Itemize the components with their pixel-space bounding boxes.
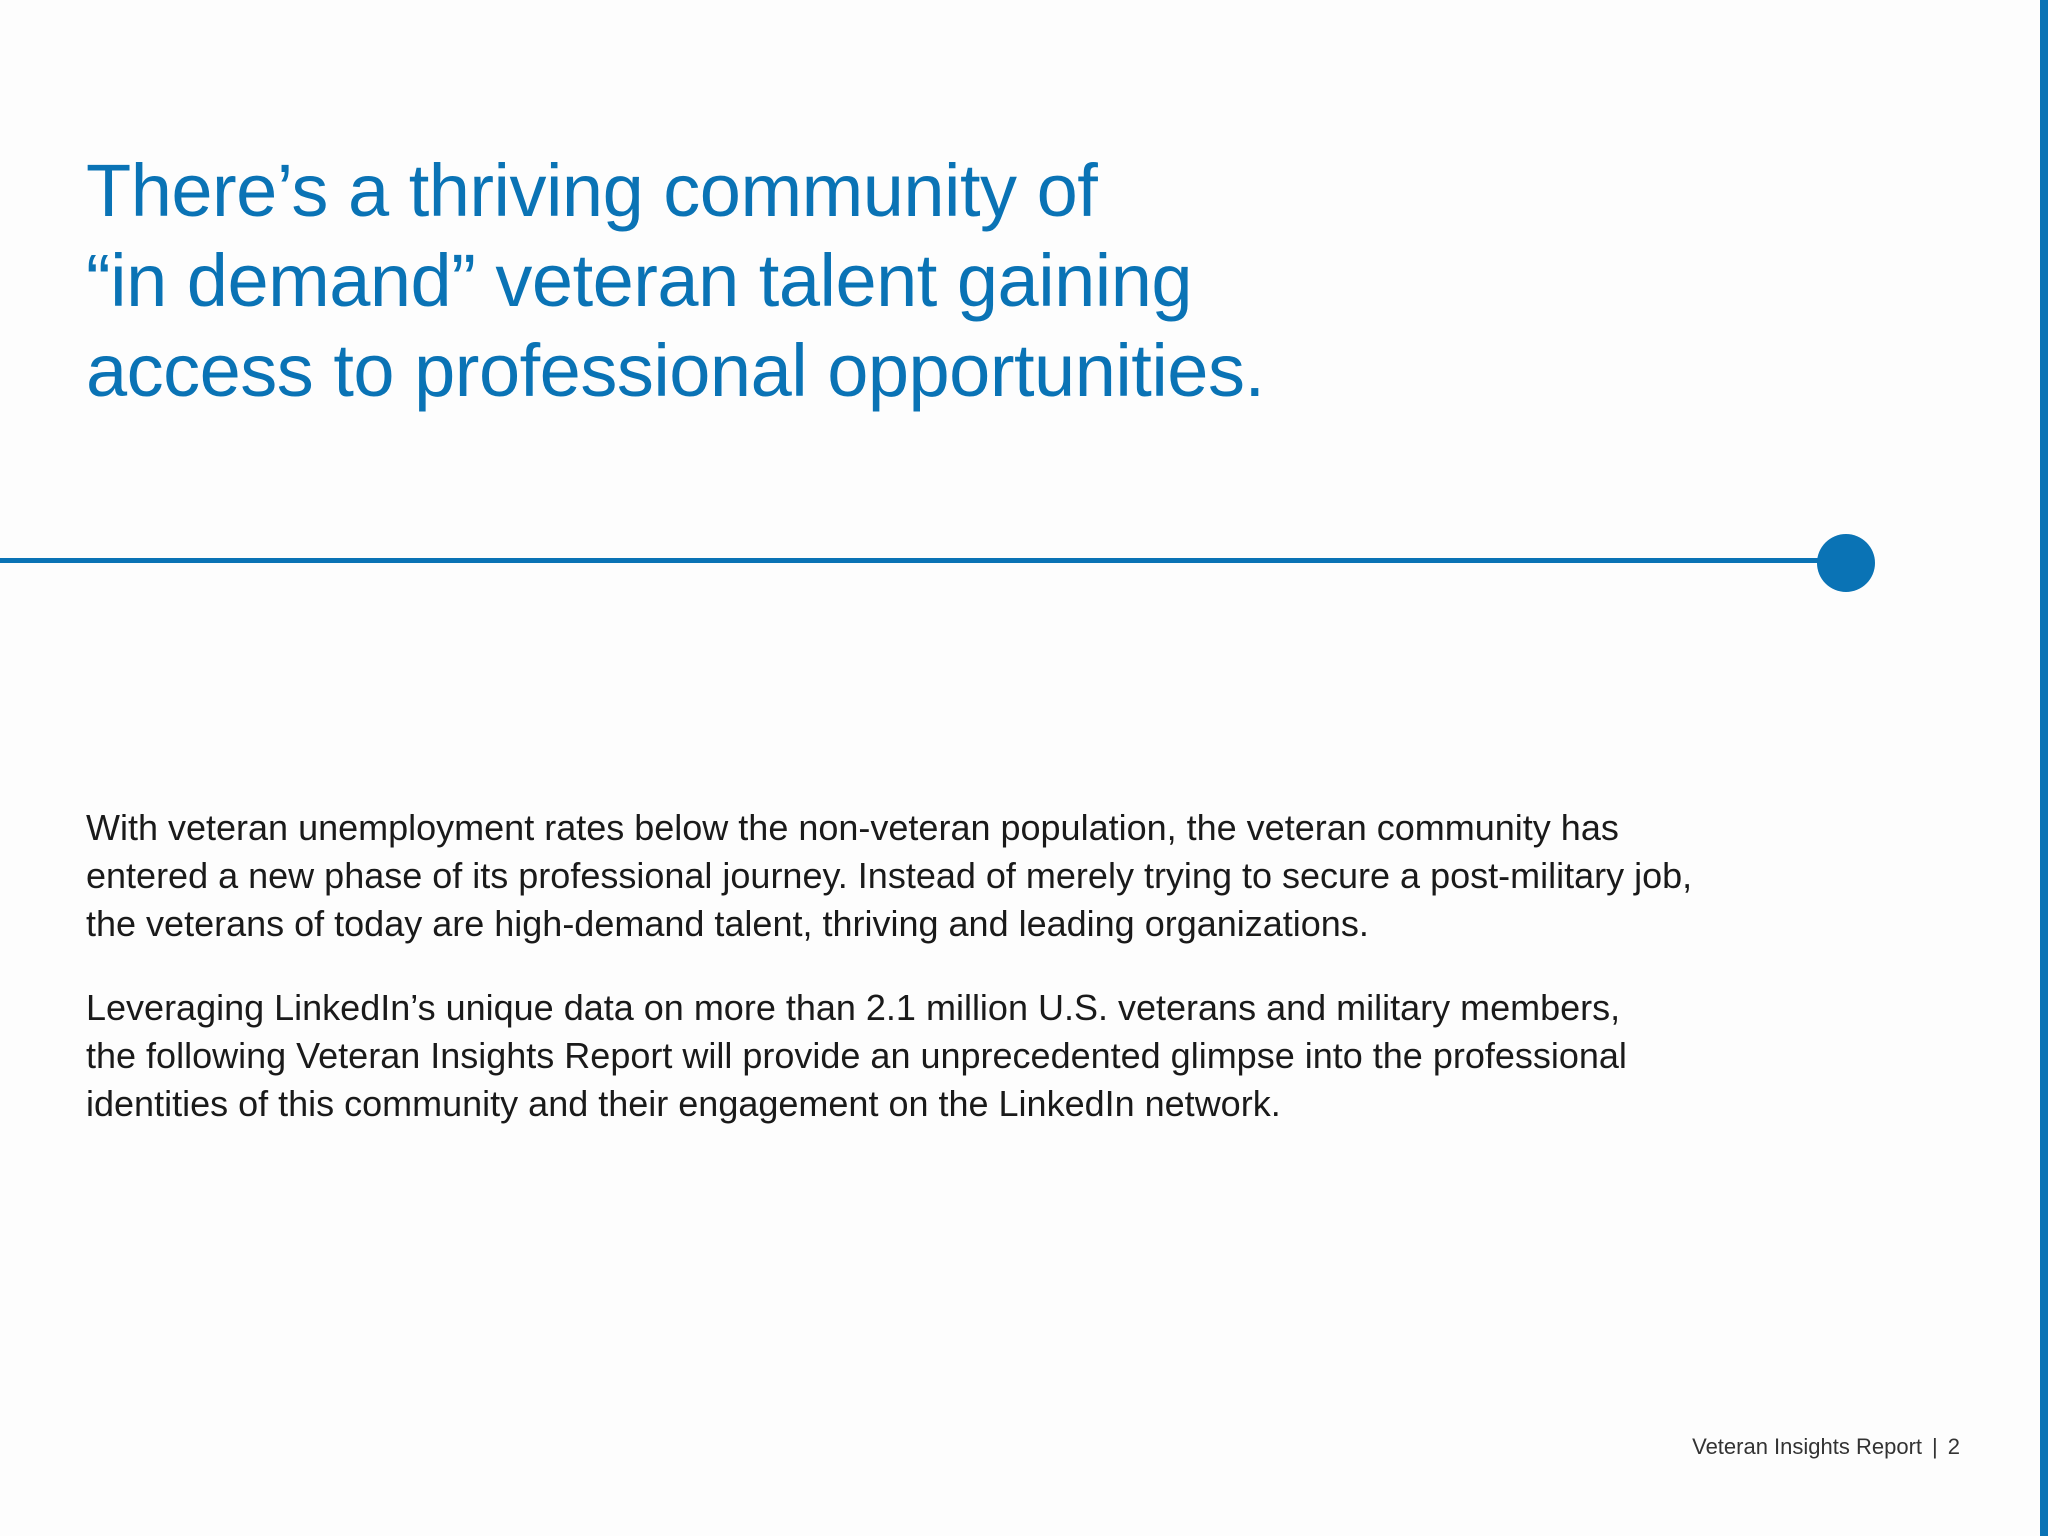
intro-paragraph — [86, 804, 1966, 948]
paragraph-line: With veteran unemployment rates below the non-veteran population, the veteran community has — [86, 807, 1619, 848]
paragraph-line: Leveraging LinkedIn’s unique data on more than 2.1 million U.S. veterans and military members, — [86, 987, 1621, 1028]
intro-paragraph — [86, 984, 1966, 1128]
footer-page-number: 2 — [1947, 1434, 1960, 1459]
right-edge-accent-bar — [2040, 0, 2048, 1536]
page-headline — [86, 146, 1265, 416]
headline-line: access to professional opportunities. — [86, 329, 1265, 412]
headline-line: “in demand” veteran talent gaining — [86, 239, 1193, 322]
paragraph-line: the veterans of today are high-demand talent, thriving and leading organizations. — [86, 903, 1369, 944]
paragraph-line: identities of this community and their engagement on the LinkedIn network. — [86, 1083, 1281, 1124]
paragraph-line: entered a new phase of its professional journey. Instead of merely trying to secure a post-military job, — [86, 855, 1693, 896]
section-divider-line — [0, 558, 1820, 563]
paragraph-line: the following Veteran Insights Report will provide an unprecedented glimpse into the professional — [86, 1035, 1627, 1076]
footer-report-title: Veteran Insights Report — [1692, 1434, 1923, 1459]
intro-body — [86, 804, 1966, 1164]
page-footer — [1692, 1434, 1960, 1460]
footer-separator: | — [1932, 1434, 1938, 1459]
divider-dot-marker — [1817, 534, 1875, 592]
headline-line: There’s a thriving community of — [86, 149, 1098, 232]
